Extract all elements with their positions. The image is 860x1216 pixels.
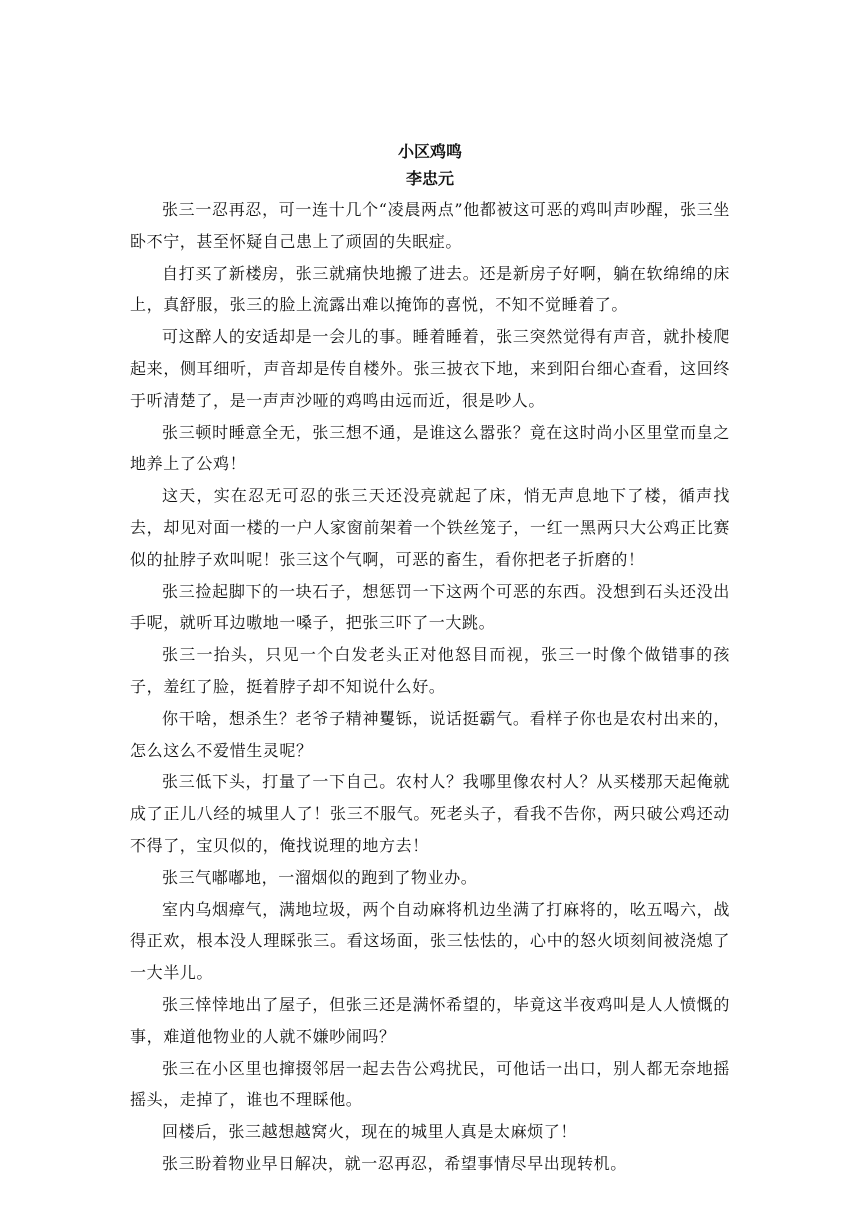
paragraph: 自打买了新楼房，张三就痛快地搬了进去。还是新房子好啊，躺在软绵绵的床上，真舒服，张三的脸上流露出难以掩饰的喜悦，不知不觉睡着了。 <box>130 263 730 315</box>
paragraph: 可这醉人的安适却是一会儿的事。睡着睡着，张三突然觉得有声音，就扑棱爬起来，侧耳细听，声音却是传自楼外。张三披衣下地，来到阳台细心查看，这回终于听清楚了，是一声声沙哑的鸡鸣由远而近，很是吵人。 <box>130 327 730 410</box>
document-title: 小区鸡鸣 <box>397 142 462 161</box>
paragraph: 张三气嘟嘟地，一溜烟似的跑到了物业办。 <box>162 867 478 887</box>
paragraph: 张三捡起脚下的一块石子，想惩罚一下这两个可恶的东西。没想到石头还没出手呢，就听耳边嗷地一嗓子，把张三吓了一大跳。 <box>130 581 730 633</box>
paragraph: 张三在小区里也撺掇邻居一起去告公鸡扰民，可他话一出口，别人都无奈地摇摇头，走掉了，谁也不理睬他。 <box>130 1058 730 1110</box>
paragraph: 你干啥，想杀生？老爷子精神矍铄，说话挺霸气。看样子你也是农村出来的，怎么这么不爱惜生灵呢？ <box>130 708 730 760</box>
paragraph: 张三盼着物业早日解决，就一忍再忍，希望事情尽早出现转机。 <box>162 1153 627 1173</box>
document-author: 李忠元 <box>405 169 454 188</box>
paragraph: 张三一忍再忍，可一连十几个“凌晨两点”他都被这可恶的鸡叫声吵醒，张三坐卧不宁，甚至怀疑自己患上了顽固的失眠症。 <box>130 200 730 251</box>
paragraph: 张三一抬头，只见一个白发老头正对他怒目而视，张三一时像个做错事的孩子，羞红了脸，挺着脖子却不知说什么好。 <box>130 645 730 696</box>
paragraph: 回楼后，张三越想越窝火，现在的城里人真是太麻烦了！ <box>162 1122 578 1142</box>
paragraph: 张三悻悻地出了屋子，但张三还是满怀希望的，毕竟这半夜鸡叫是人人愤慨的事，难道他物业的人就不嫌吵闹吗？ <box>130 994 730 1046</box>
paragraph: 室内乌烟瘴气，满地垃圾，两个自动麻将机边坐满了打麻将的，吆五喝六，战得正欢，根本没人理睬张三。看这场面，张三怯怯的，心中的怒火顷刻间被浇熄了一大半儿。 <box>130 899 730 983</box>
document-page <box>130 138 730 1180</box>
paragraph: 这天，实在忍无可忍的张三天还没亮就起了床，悄无声息地下了楼，循声找去，却见对面一楼的一户人家窗前架着一个铁丝笼子，一红一黑两只大公鸡正比赛似的扯脖子欢叫呢！张三这个气啊，可恶的畜生，看你把老子折磨的！ <box>130 486 730 569</box>
paragraph: 张三顿时睡意全无，张三想不通，是谁这么嚣张？竟在这时尚小区里堂而皇之地养上了公鸡！ <box>130 422 730 474</box>
paragraph: 张三低下头，打量了一下自己。农村人？我哪里像农村人？从买楼那天起俺就成了正儿八经的城里人了！张三不服气。死老头子，看我不告你，两只破公鸡还动不得了，宝贝似的，俺找说理的地方去！ <box>130 772 730 855</box>
